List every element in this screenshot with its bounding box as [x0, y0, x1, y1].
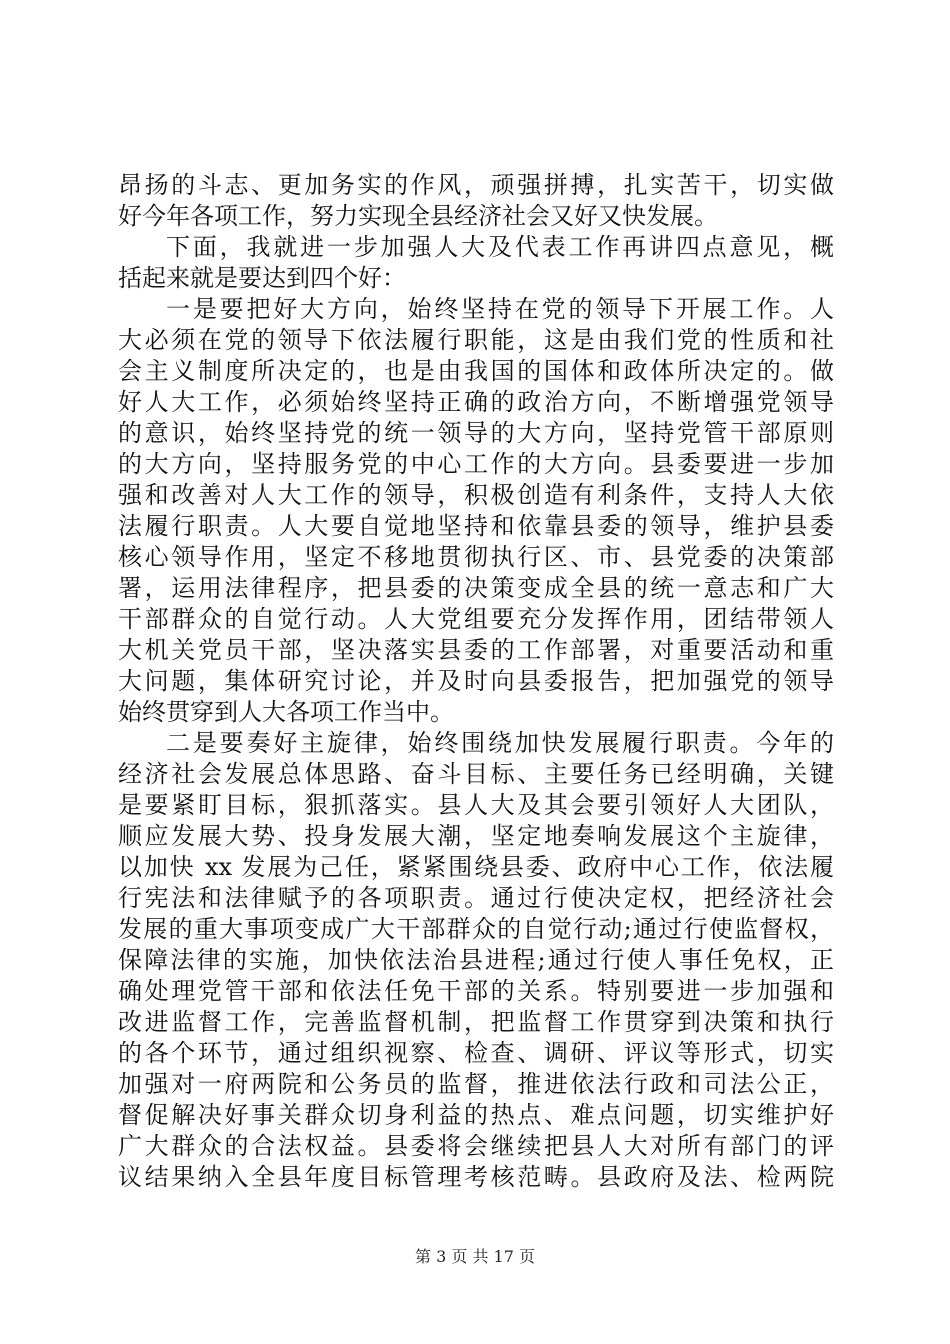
- page-footer: 第 3 页 共 17 页: [415, 1247, 535, 1266]
- text-line: 好今年各项工作，努力实现全县经济社会又好又快发展。: [118, 202, 718, 230]
- text-line: 经济社会发展总体思路、奋斗目标、主要任务已经明确，关键: [118, 760, 834, 788]
- text-line: 好人大工作，必须始终坚持正确的政治方向，不断增强党领导: [118, 388, 834, 416]
- text-line: 以加快 xx 发展为己任，紧紧围绕县委、政府中心工作，依法履: [118, 853, 834, 881]
- text-line: 大必须在党的领导下依法履行职能，这是由我们党的性质和社: [118, 326, 834, 354]
- text-line: 大机关党员干部，坚决落实县委的工作部署，对重要活动和重: [118, 636, 834, 664]
- text-line: 改进监督工作，完善监督机制，把监督工作贯穿到决策和执行: [118, 1008, 834, 1036]
- text-line: 顺应发展大势、投身发展大潮，坚定地奏响发展这个主旋律，: [118, 822, 834, 850]
- text-line: 议结果纳入全县年度目标管理考核范畴。县政府及法、检两院: [118, 1163, 834, 1191]
- text-line: 法履行职责。人大要自觉地坚持和依靠县委的领导，维护县委: [118, 512, 834, 540]
- text-line: 广大群众的合法权益。县委将会继续把县人大对所有部门的评: [118, 1132, 834, 1160]
- text-line: 核心领导作用，坚定不移地贯彻执行区、市、县党委的决策部: [118, 543, 834, 571]
- text-line: 强和改善对人大工作的领导，积极创造有利条件，支持人大依: [118, 481, 834, 509]
- text-line: 始终贯穿到人大各项工作当中。: [118, 698, 454, 726]
- text-line: 确处理党管干部和依法任免干部的关系。特别要进一步加强和: [118, 977, 834, 1005]
- text-line: 是要紧盯目标，狠抓落实。县人大及其会要引领好人大团队，: [118, 791, 834, 819]
- text-line: 的意识，始终坚持党的统一领导的大方向，坚持党管干部原则: [118, 419, 834, 447]
- text-line: 的大方向，坚持服务党的中心工作的大方向。县委要进一步加: [118, 450, 834, 478]
- text-line: 昂扬的斗志、更加务实的作风，顽强拼搏，扎实苦干，切实做: [118, 171, 834, 199]
- text-line: 大问题，集体研究讨论，并及时向县委报告，把加强党的领导: [118, 667, 834, 695]
- text-line: 下面，我就进一步加强人大及代表工作再讲四点意见，概: [166, 233, 834, 261]
- text-line: 的各个环节，通过组织视察、检查、调研、评议等形式，切实: [118, 1039, 834, 1067]
- text-line: 保障法律的实施，加快依法治县进程;通过行使人事任免权，正: [118, 946, 834, 974]
- text-line: 督促解决好事关群众切身利益的热点、难点问题，切实维护好: [118, 1101, 834, 1129]
- text-line: 干部群众的自觉行动。人大党组要充分发挥作用，团结带领人: [118, 605, 834, 633]
- text-line: 署，运用法律程序，把县委的决策变成全县的统一意志和广大: [118, 574, 834, 602]
- document-body: [118, 170, 834, 1193]
- text-line: 行宪法和法律赋予的各项职责。通过行使决定权，把经济社会: [118, 884, 834, 912]
- text-line: 会主义制度所决定的，也是由我国的国体和政体所决定的。做: [118, 357, 834, 385]
- text-line: 括起来就是要达到四个好：: [118, 264, 406, 292]
- text-line: 二是要奏好主旋律，始终围绕加快发展履行职责。今年的: [166, 729, 834, 757]
- text-line: 一是要把好大方向，始终坚持在党的领导下开展工作。人: [166, 295, 834, 323]
- text-line: 发展的重大事项变成广大干部群众的自觉行动;通过行使监督权，: [118, 915, 834, 943]
- text-line: 加强对一府两院和公务员的监督，推进依法行政和司法公正，: [118, 1070, 834, 1098]
